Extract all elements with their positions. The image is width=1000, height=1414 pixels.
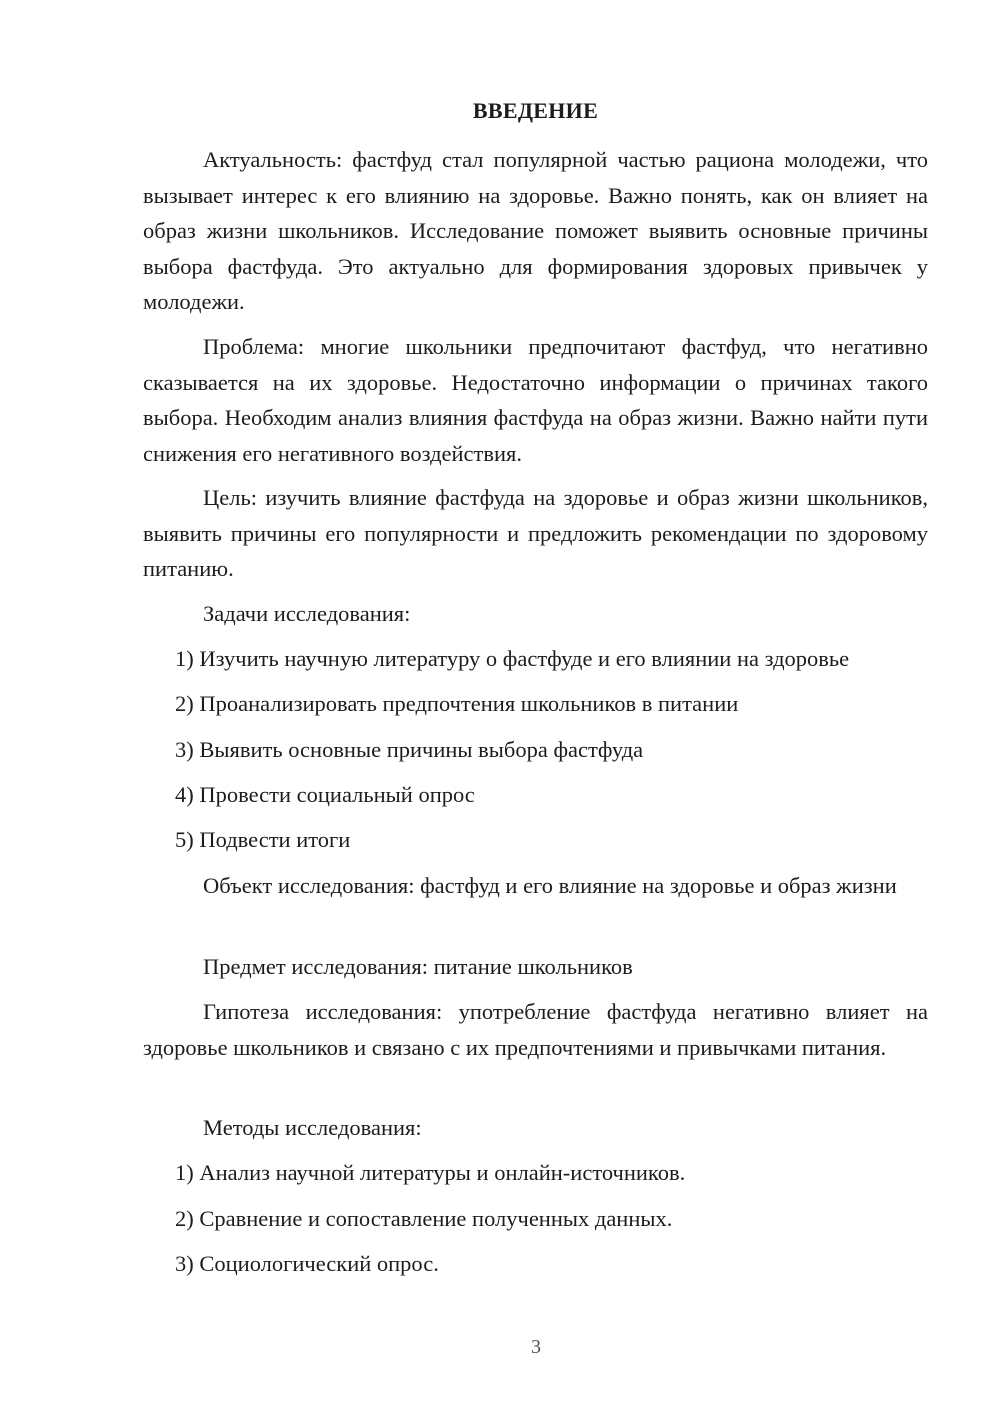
methods-heading: Методы исследования:	[203, 1115, 422, 1140]
subject-paragraph: Предмет исследования: питание школьников	[203, 954, 633, 979]
task-item-5: 5) Подвести итоги	[175, 827, 351, 852]
method-item-1: 1) Анализ научной литературы и онлайн-источников.	[175, 1160, 686, 1185]
tasks-heading: Задачи исследования:	[203, 601, 411, 626]
task-item-3: 3) Выявить основные причины выбора фастфуда	[175, 737, 644, 762]
task-item-1: 1) Изучить научную литературу о фастфуде и его влиянии на здоровье	[175, 646, 850, 671]
page-number: 3	[531, 1336, 541, 1358]
task-item-2: 2) Проанализировать предпочтения школьников в питании	[175, 691, 739, 716]
task-item-4: 4) Провести социальный опрос	[175, 782, 475, 807]
relevance-paragraph: Актуальность: фастфуд стал популярной частью рациона молодежи, что вызывает интерес к его влиянию на здоровье. Важно понять, как он влияет на образ жизни школьников. Исследование поможет выявить основные причины выбора фастфуда. Это актуально для формирования здоровых привычек у молодежи.	[143, 147, 928, 314]
method-item-2: 2) Сравнение и сопоставление полученных данных.	[175, 1206, 673, 1231]
goal-paragraph: Цель: изучить влияние фастфуда на здоровье и образ жизни школьников, выявить причины его популярности и предложить рекомендации по здоровому питанию.	[143, 485, 928, 581]
hypothesis-paragraph: Гипотеза исследования: употребление фастфуда негативно влияет на здоровье школьников и связано с их предпочтениями и привычками питания.	[143, 999, 928, 1060]
object-paragraph: Объект исследования: фастфуд и его влияние на здоровье и образ жизни	[203, 873, 897, 898]
page-title: ВВЕДЕНИЕ	[472, 98, 599, 123]
problem-paragraph: Проблема: многие школьники предпочитают фастфуд, что негативно сказывается на их здоровье. Недостаточно информации о причинах такого выбора. Необходим анализ влияния фастфуда на образ жизни. Важно найти пути снижения его негативного воздействия.	[143, 334, 928, 466]
method-item-3: 3) Социологический опрос.	[175, 1251, 439, 1276]
